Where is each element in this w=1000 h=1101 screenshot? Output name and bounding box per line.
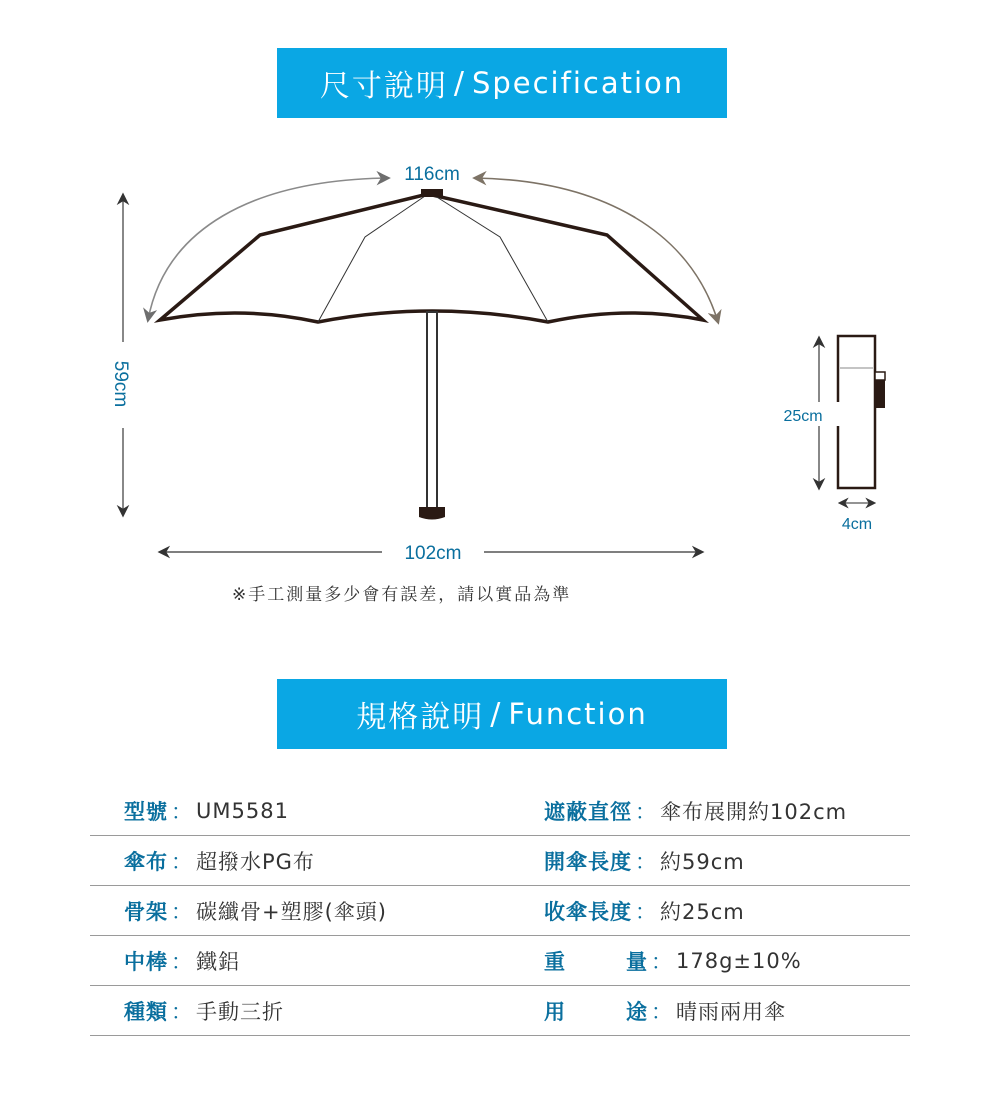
function-title-zh: 規格說明 (356, 700, 485, 735)
spec-value-open-length: 約59cm (660, 849, 745, 874)
spec-label-shaft: 中棒 (124, 949, 168, 974)
spec-label-frame: 骨架 (124, 899, 168, 924)
spec-value-closed-length: 約25cm (660, 899, 745, 924)
spec-label-usage: 用 途 (544, 999, 648, 1024)
width-label: 102cm (404, 543, 462, 564)
umbrella-handle (419, 507, 445, 520)
spec-label-model: 型號 (124, 799, 168, 824)
folded-tag (875, 380, 885, 408)
umbrella-shaft (427, 312, 437, 510)
folded-length-label: 25cm (783, 408, 823, 425)
function-banner (277, 679, 727, 749)
measurement-note: ※手工測量多少會有誤差，請以實品為準 (232, 585, 572, 605)
spec-value-usage: 晴雨兩用傘 (676, 999, 786, 1024)
folded-umbrella (838, 336, 885, 488)
spec-value-weight: 178g±10% (676, 948, 802, 973)
banner-separator: / (453, 65, 466, 101)
banner-separator: / (490, 696, 503, 732)
specification-title-zh: 尺寸說明 (319, 69, 448, 104)
umbrella-dimension-diagram (0, 140, 1000, 620)
spec-label-type: 種類 (124, 999, 168, 1024)
specification-banner (277, 48, 727, 118)
height-label: 59cm (110, 360, 131, 408)
spec-row: 型號 ： UM5581 遮蔽直徑 ： 傘布展開約102cm (90, 786, 910, 836)
spec-value-cover-diameter: 傘布展開約102cm (660, 799, 848, 824)
spec-value-type: 手動三折 (196, 999, 284, 1024)
function-title-en: Function (508, 697, 648, 731)
spec-label-weight: 重 量 (544, 949, 648, 974)
folded-strap (875, 372, 885, 380)
spec-label-closed-length: 收傘長度 (544, 899, 632, 924)
arc-length-label: 116cm (404, 164, 460, 185)
spec-row: 中棒 ： 鐵鋁 重 量 ： 178g±10% (90, 936, 910, 986)
spec-row: 種類 ： 手動三折 用 途 ： 晴雨兩用傘 (90, 986, 910, 1036)
spec-table (90, 786, 910, 1036)
spec-value-model: UM5581 (196, 798, 289, 823)
spec-label-fabric: 傘布 (124, 849, 168, 874)
umbrella-canopy (160, 189, 703, 322)
umbrella-tip (421, 189, 443, 197)
spec-label-open-length: 開傘長度 (544, 849, 632, 874)
spec-row: 傘布 ： 超撥水PG布 開傘長度 ： 約59cm (90, 836, 910, 886)
folded-width-label: 4cm (841, 516, 873, 533)
spec-value-shaft: 鐵鋁 (196, 949, 240, 974)
spec-value-frame: 碳纖骨+塑膠(傘頭) (196, 899, 387, 924)
spec-row: 骨架 ： 碳纖骨+塑膠(傘頭) 收傘長度 ： 約25cm (90, 886, 910, 936)
spec-label-cover-diameter: 遮蔽直徑 (544, 799, 632, 824)
spec-value-fabric: 超撥水PG布 (196, 849, 315, 874)
specification-title-en: Specification (471, 66, 685, 100)
